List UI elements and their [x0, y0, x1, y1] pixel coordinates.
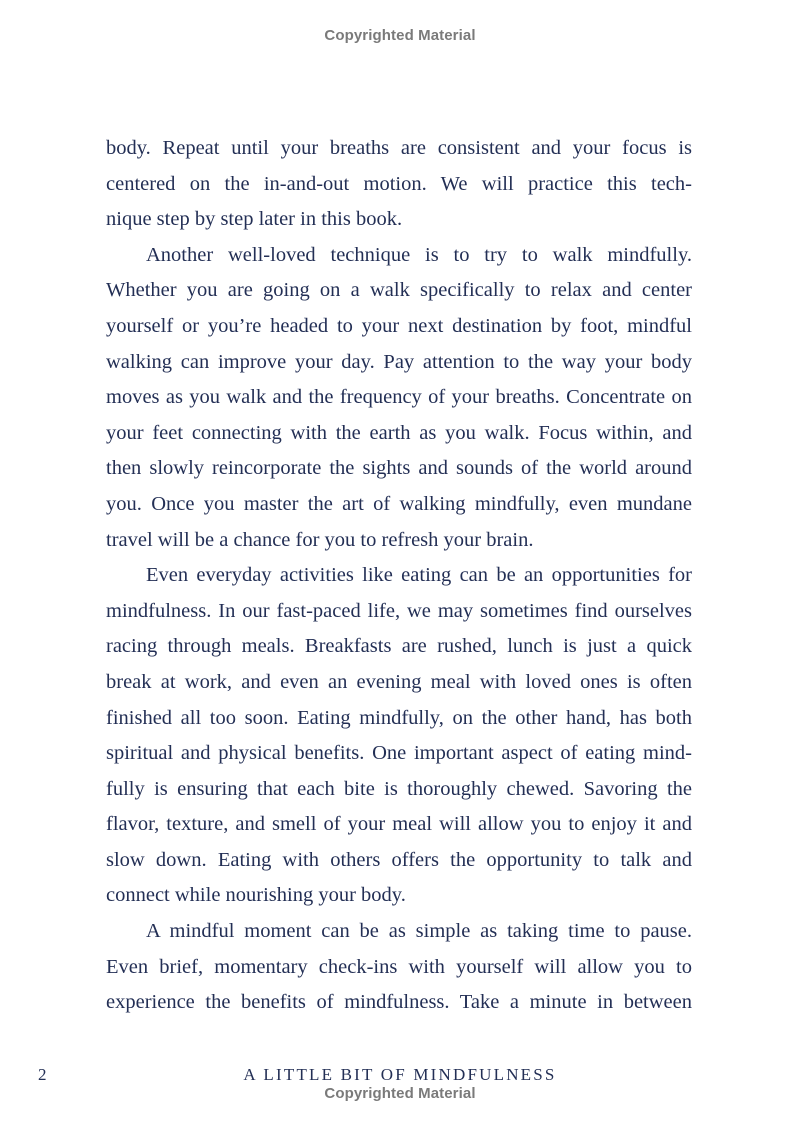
text-line: break at work, and even an evening meal with loved ones is often	[106, 670, 692, 693]
text-line: Another well-loved technique is to try to walk mindfully.	[146, 243, 692, 266]
text-line: racing through meals. Breakfasts are rushed, lunch is just a quick	[106, 635, 692, 658]
text-line: flavor, texture, and smell of your meal will allow you to enjoy it and	[106, 813, 692, 836]
text-line: moves as you walk and the frequency of your breaths. Concentrate on	[106, 386, 692, 409]
text-line: you. Once you master the art of walking mindfully, even mundane	[106, 492, 692, 515]
text-line: nique step by step later in this book.	[106, 208, 403, 231]
text-line: then slowly reincorporate the sights and sounds of the world around	[106, 457, 692, 480]
running-head: A LITTLE BIT OF MINDFULNESS	[243, 1065, 557, 1084]
text-line: body. Repeat until your breaths are consistent and your focus is	[106, 137, 692, 159]
text-line: yourself or you’re headed to your next destination by foot, mindful	[106, 314, 692, 337]
copyright-watermark-bottom: Copyrighted Material	[324, 1085, 476, 1102]
text-line: mindfulness. In our fast-paced life, we may sometimes find ourselves	[106, 599, 692, 622]
text-line: your feet connecting with the earth as you walk. Focus within, and	[106, 421, 692, 444]
copyright-watermark-top: Copyrighted Material	[324, 27, 476, 44]
text-line: experience the benefits of mindfulness. Take a minute in between	[106, 991, 692, 1014]
text-line: A mindful moment can be as simple as taking time to pause.	[146, 920, 692, 943]
text-line: spiritual and physical benefits. One important aspect of eating mind-	[106, 742, 692, 765]
text-line: finished all too soon. Eating mindfully, on the other hand, has both	[106, 706, 692, 729]
body-text	[106, 131, 692, 1021]
page-number: 2	[38, 1065, 47, 1084]
text-line: Even everyday activities like eating can be an opportunities for	[146, 564, 692, 587]
text-line: Whether you are going on a walk specifically to relax and center	[106, 279, 692, 302]
text-line: fully is ensuring that each bite is thoroughly chewed. Savoring the	[106, 777, 692, 800]
text-line: centered on the in-and-out motion. We will practice this tech-	[106, 172, 692, 195]
text-line: travel will be a chance for you to refresh your brain.	[106, 528, 534, 551]
text-line: Even brief, momentary check-ins with yourself will allow you to	[106, 955, 692, 978]
text-line: connect while nourishing your body.	[106, 884, 406, 907]
text-line: walking can improve your day. Pay attention to the way your body	[106, 350, 692, 373]
text-line: slow down. Eating with others offers the opportunity to talk and	[106, 848, 692, 871]
